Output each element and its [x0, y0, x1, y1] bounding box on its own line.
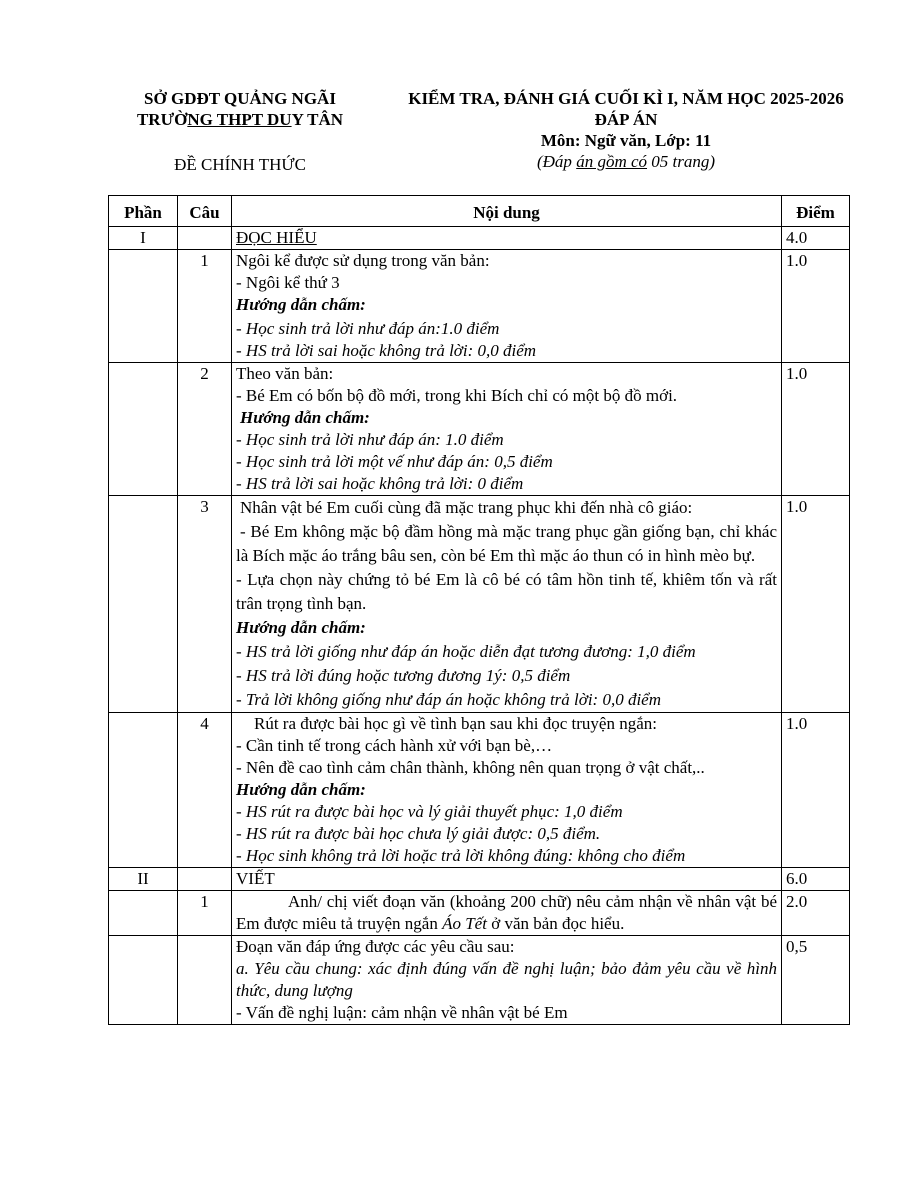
table-row [109, 496, 850, 713]
table-row [109, 250, 850, 363]
header-left [110, 88, 370, 175]
grading-line: - HS trả lời đúng hoặc tương đương 1ý: 0,5 điểm [236, 666, 571, 685]
official-label: ĐỀ CHÍNH THỨC [174, 155, 306, 174]
question-score: 1.0 [782, 363, 850, 496]
section-part: II [109, 868, 178, 891]
table-row [109, 891, 850, 936]
section-row-reading [109, 227, 850, 250]
answer-line: Theo văn bản: [236, 364, 334, 383]
table-header-row [109, 196, 850, 227]
answer-table [108, 195, 850, 1025]
section-part: I [109, 227, 178, 250]
answer-content: Anh/ chị viết đoạn văn (khoảng 200 chữ) nêu cảm nhận về nhân vật bé Em được miêu tả truyện ngắn Áo Tết ở văn bản đọc hiểu. [232, 891, 782, 936]
section-score: 4.0 [782, 227, 850, 250]
answer-line: - Ngôi kể thứ 3 [236, 273, 340, 292]
question-score: 1.0 [782, 713, 850, 868]
question-number: 1 [178, 250, 232, 363]
answer-line: Ngôi kể được sử dụng trong văn bản: [236, 251, 490, 270]
school-name: TRƯỜNG THPT DUY TÂN [136, 110, 344, 129]
answer-line: Đoạn văn đáp ứng được các yêu cầu sau: [236, 937, 515, 956]
answer-line: Nhân vật bé Em cuối cùng đã mặc trang phục khi đến nhà cô giáo: [240, 498, 693, 517]
question-number: 2 [178, 363, 232, 496]
answer-content [232, 363, 782, 496]
section-row-writing [109, 868, 850, 891]
answer-line: - Vấn đề nghị luận: cảm nhận về nhân vật bé Em [236, 1003, 568, 1022]
grading-guide-title: Hướng dẫn chấm: [236, 780, 366, 799]
grading-line: - Học sinh trả lời như đáp án: 1.0 điểm [236, 430, 504, 449]
question-score: 1.0 [782, 496, 850, 713]
pages-note: (Đáp án gồm có 05 trang) [536, 152, 716, 171]
answer-line: - Lựa chọn này chứng tỏ bé Em là cô bé có tâm hồn tinh tế, khiêm tốn và rất trân trọng tình bạn. [236, 570, 777, 613]
question-score: 2.0 [782, 891, 850, 936]
department-name: SỞ GDĐT QUẢNG NGÃI [144, 89, 336, 108]
answer-line: - Bé Em không mặc bộ đầm hồng mà mặc trang phục gần giống bạn, chỉ khác là Bích mặc áo trắng bâu sen, còn bé Em thì mặc áo thun có in hình mèo bự. [236, 522, 777, 565]
header-right [388, 88, 864, 172]
writing-prompt: Anh/ chị viết đoạn văn (khoảng 200 chữ) nêu cảm nhận về nhân vật bé Em được miêu tả truyện ngắn [236, 892, 777, 933]
grading-guide-title: Hướng dẫn chấm: [236, 618, 366, 637]
answer-content [232, 250, 782, 363]
answer-line: Rút ra được bài học gì về tình bạn sau khi đọc truyện ngắn: [254, 714, 657, 733]
answer-content [232, 496, 782, 713]
header-part: Phần [109, 196, 178, 227]
question-number: 3 [178, 496, 232, 713]
grading-line: - HS trả lời giống như đáp án hoặc diễn đạt tương đương: 1,0 điểm [236, 642, 696, 661]
answer-line: - Bé Em có bốn bộ đồ mới, trong khi Bích chỉ có một bộ đồ mới. [236, 386, 678, 405]
question-number: 1 [178, 891, 232, 936]
answer-line: - Cần tinh tế trong cách hành xử với bạn bè,… [236, 736, 553, 755]
header-content: Nội dung [232, 196, 782, 227]
table-row [109, 936, 850, 1025]
section-title: VIẾT [232, 868, 782, 891]
requirement-line: a. Yêu cầu chung: xác định đúng vấn đề nghị luận; bảo đảm yêu cầu về hình thức, dung lượng [236, 959, 777, 1000]
question-score: 1.0 [782, 250, 850, 363]
answer-content [232, 936, 782, 1025]
header-question: Câu [178, 196, 232, 227]
grading-line: - Học sinh trả lời như đáp án:1.0 điểm [236, 319, 500, 338]
exam-title: KIỂM TRA, ĐÁNH GIÁ CUỐI KÌ I, NĂM HỌC 2025-2026 [408, 89, 844, 108]
story-title: Áo Tết [442, 914, 487, 933]
section-score: 6.0 [782, 868, 850, 891]
grading-line: - HS rút ra được bài học chưa lý giải được: 0,5 điểm. [236, 824, 601, 843]
grading-line: - HS rút ra được bài học và lý giải thuyết phục: 1,0 điểm [236, 802, 623, 821]
grading-guide-title: Hướng dẫn chấm: [240, 408, 370, 427]
grading-line: - Học sinh trả lời một vế như đáp án: 0,5 điểm [236, 452, 553, 471]
table-row [109, 363, 850, 496]
subject-label: Môn: Ngữ văn, Lớp: 11 [540, 131, 712, 150]
question-score: 0,5 [782, 936, 850, 1025]
table-row [109, 713, 850, 868]
section-title: ĐỌC HIỂU [232, 227, 782, 250]
header-score: Điểm [782, 196, 850, 227]
grading-line: - HS trả lời sai hoặc không trả lời: 0 điểm [236, 474, 524, 493]
answer-key-label: ĐÁP ÁN [594, 110, 658, 129]
grading-line: - HS trả lời sai hoặc không trả lời: 0,0 điểm [236, 341, 537, 360]
answer-line: - Nên đề cao tình cảm chân thành, không nên quan trọng ở vật chất,.. [236, 758, 705, 777]
grading-guide-title: Hướng dẫn chấm: [236, 295, 366, 314]
grading-line: - Trả lời không giống như đáp án hoặc không trả lời: 0,0 điểm [236, 690, 662, 709]
grading-line: - Học sinh không trả lời hoặc trả lời không đúng: không cho điểm [236, 846, 686, 865]
answer-content [232, 713, 782, 868]
question-number: 4 [178, 713, 232, 868]
